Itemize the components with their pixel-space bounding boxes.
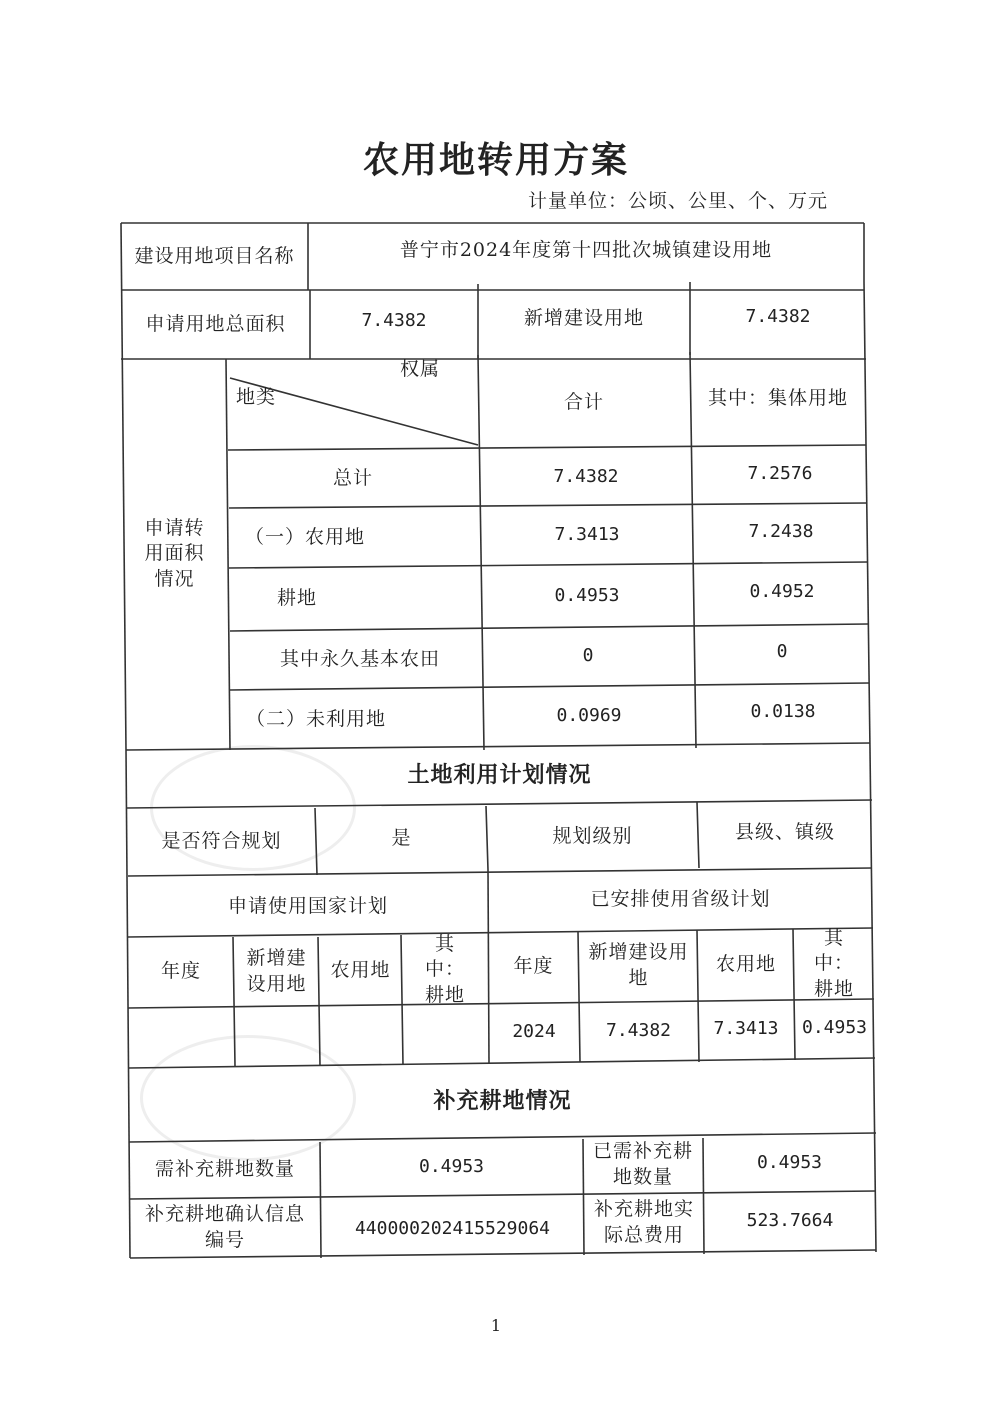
confirm-number-label-text: 补充耕地确认信息编号 <box>144 1203 305 1251</box>
national-plan-label: 申请使用国家计划 <box>227 894 388 917</box>
conversion-group-label-text: 申请转用面积情况 <box>144 516 205 590</box>
done-supplement-value: 0.4953 <box>756 1151 823 1173</box>
header-ownership: 权属 <box>399 358 440 381</box>
provincial-cultivated-value: 0.4953 <box>801 1016 868 1038</box>
row-basic-farmland-collective: 0 <box>776 640 788 662</box>
project-name-label: 建设用地项目名称 <box>134 244 295 267</box>
col-provincial-new-land <box>579 931 698 1001</box>
header-land-type: 地类 <box>236 386 277 409</box>
col-provincial-farmland: 农用地 <box>715 953 776 976</box>
need-supplement-label: 需补充耕地数量 <box>154 1158 295 1181</box>
need-supplement-value: 0.4953 <box>418 1155 485 1177</box>
conversion-group-label <box>121 359 228 749</box>
total-area-value: 7.4382 <box>361 309 427 331</box>
row-basic-farmland-total: 0 <box>582 644 594 666</box>
row-grand-total-total: 7.4382 <box>553 465 619 487</box>
supplement-heading: 补充耕地情况 <box>433 1088 572 1115</box>
col-provincial-new-land-text: 新增建设用地 <box>588 941 689 989</box>
confirm-number-label <box>130 1199 320 1257</box>
col-provincial-cultivated <box>794 926 874 1000</box>
row-unused-land-label: （二）未利用地 <box>246 708 387 731</box>
row-basic-farmland-label: 其中永久基本农田 <box>280 648 441 671</box>
done-supplement-label-text: 已需补充耕地数量 <box>592 1140 693 1188</box>
row-farmland-total: 7.3413 <box>554 523 620 545</box>
row-grand-total-label: 总计 <box>332 467 373 490</box>
new-construction-value: 7.4382 <box>745 305 811 327</box>
plan-level-value: 县级、镇级 <box>734 821 835 844</box>
provincial-new-land-value: 7.4382 <box>605 1019 672 1041</box>
header-total: 合计 <box>563 391 604 414</box>
actual-cost-value: 523.7664 <box>746 1209 834 1231</box>
row-farmland-collective: 7.2438 <box>748 520 814 542</box>
done-supplement-label <box>583 1137 703 1193</box>
actual-cost-label-text: 补充耕地实际总费用 <box>593 1198 694 1246</box>
plan-level-label: 规划级别 <box>552 825 633 848</box>
page-number: 1 <box>490 1316 502 1335</box>
compliance-value: 是 <box>391 827 412 850</box>
row-cultivated-collective: 0.4952 <box>749 580 815 602</box>
col-national-cultivated-text: 其中：耕地 <box>424 932 465 1006</box>
actual-cost-label <box>584 1194 704 1252</box>
provincial-year-value: 2024 <box>512 1020 556 1042</box>
header-collective: 其中：集体用地 <box>707 387 848 410</box>
row-cultivated-label: 耕地 <box>277 587 318 610</box>
row-cultivated-total: 0.4953 <box>554 584 620 606</box>
col-provincial-cultivated-text: 其中：耕地 <box>813 926 854 1000</box>
document-title: 农用地转用方案 <box>362 139 629 181</box>
col-national-new-land-text: 新增建设用地 <box>246 947 307 995</box>
project-name-value: 普宁市2024年度第十四批次城镇建设用地 <box>399 238 773 261</box>
col-national-year: 年度 <box>160 960 201 983</box>
col-provincial-year: 年度 <box>513 955 554 978</box>
confirm-number-value: 440000202415529064 <box>354 1217 551 1239</box>
row-farmland-label: （一）农用地 <box>245 526 366 549</box>
provincial-plan-label: 已安排使用省级计划 <box>590 888 771 911</box>
col-national-cultivated <box>402 932 488 1006</box>
col-national-new-land <box>234 937 319 1007</box>
new-construction-label: 新增建设用地 <box>523 307 644 330</box>
compliance-label: 是否符合规划 <box>161 829 282 852</box>
total-area-label: 申请用地总面积 <box>145 312 286 335</box>
units-note: 计量单位：公顷、公里、个、万元 <box>527 190 828 212</box>
row-grand-total-collective: 7.2576 <box>747 462 813 484</box>
row-unused-land-collective: 0.0138 <box>750 700 816 722</box>
land-plan-heading: 土地利用计划情况 <box>407 762 592 789</box>
col-national-farmland: 农用地 <box>330 959 391 982</box>
row-unused-land-total: 0.0969 <box>556 704 622 726</box>
provincial-farmland-value: 7.3413 <box>713 1017 779 1039</box>
